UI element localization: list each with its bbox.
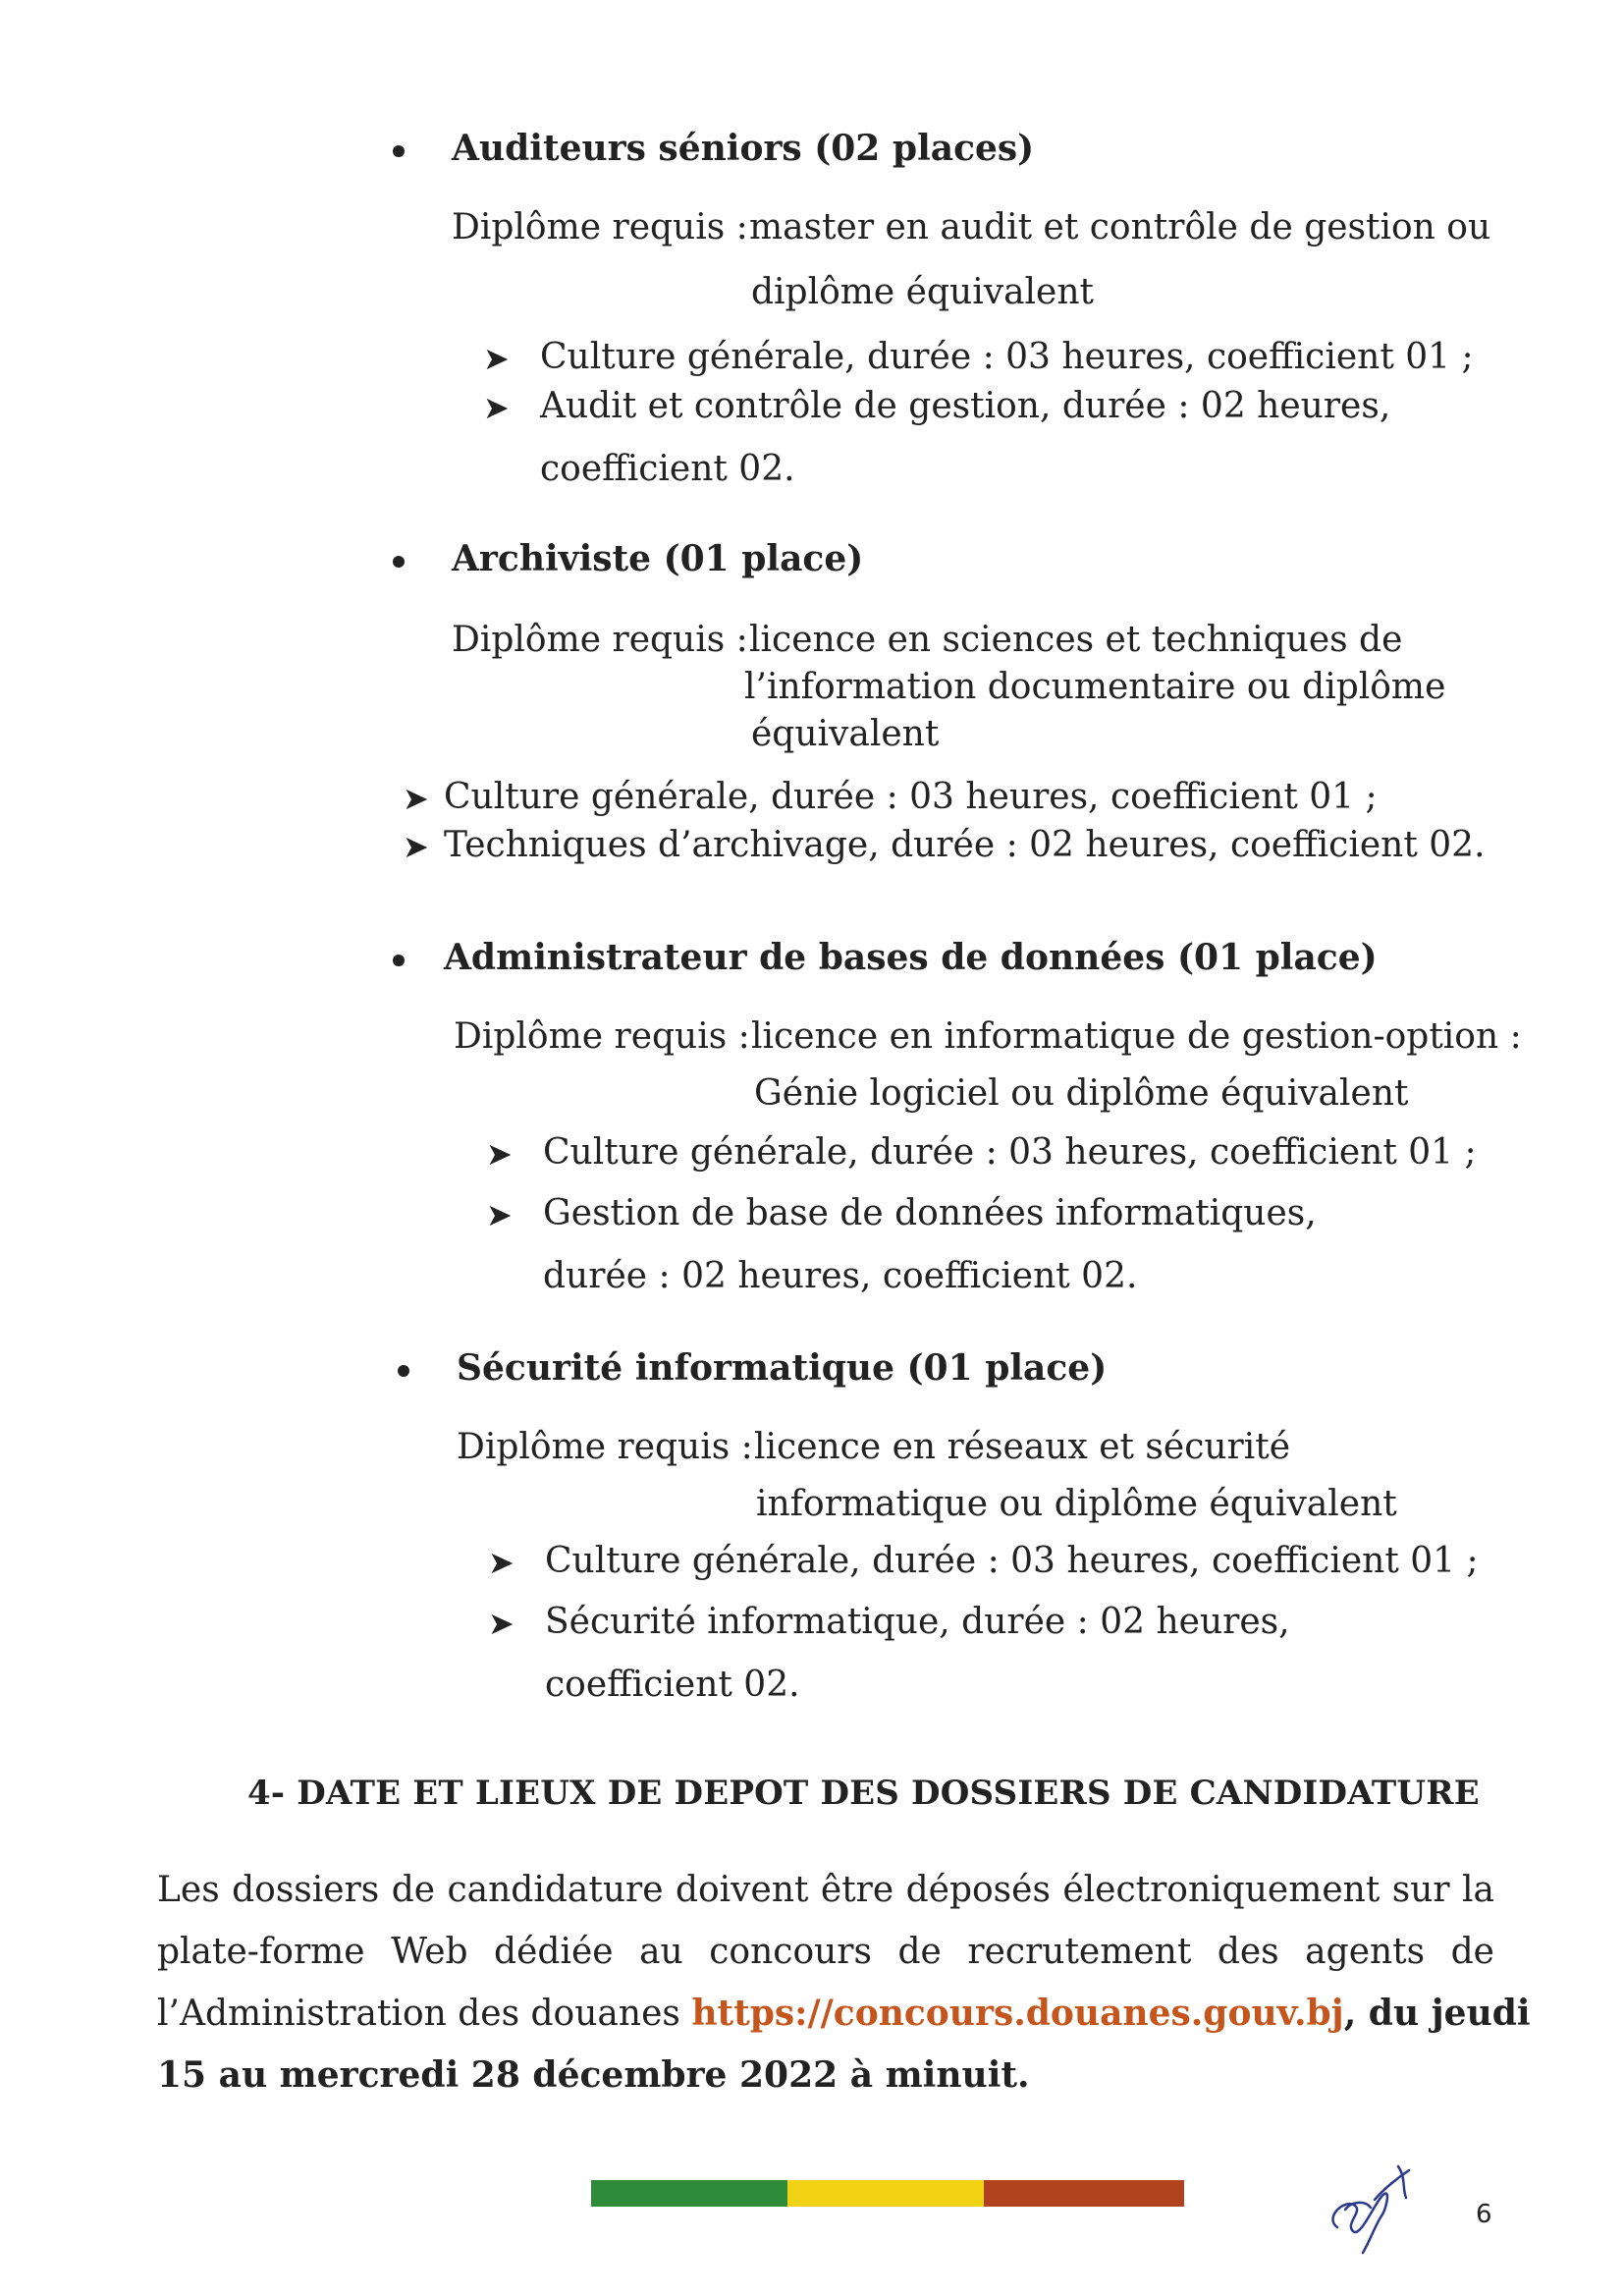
paragraph-text: , du jeudi [1343, 1993, 1531, 2034]
section-title: Administrateur de bases de données (01 place) [444, 937, 1378, 978]
diploma-label: Diplôme requis : [452, 207, 748, 247]
subject-line: Culture générale, durée : 03 heures, coefficient 01 ; [540, 337, 1474, 377]
deposit-paragraph [157, 1859, 1531, 2106]
flag-stripe-green [591, 2180, 787, 2207]
paragraph-line: Les dossiers de candidature doivent être déposés électroniquement sur la [157, 1870, 1494, 1910]
diploma-line: diplôme équivalent [751, 272, 1094, 312]
paragraph-line: plate-forme Web dédiée au concours de recrutement des agents de [157, 1932, 1494, 1972]
section-title: Auditeurs séniors (02 places) [452, 128, 1035, 169]
diploma-line: licence en informatique de gestion-option : [751, 1016, 1522, 1057]
deposit-heading: 4- DATE ET LIEUX DE DEPOT DES DOSSIERS DE CANDIDATURE [247, 1774, 1480, 1813]
arrowhead-icon: ➤ [403, 780, 429, 817]
subject-line: Culture générale, durée : 03 heures, coefficient 01 ; [545, 1541, 1479, 1581]
subject-line: Audit et contrôle de gestion, durée : 02 heures, [540, 386, 1391, 426]
website-link[interactable]: https://concours.douanes.gouv.bj [691, 1993, 1344, 2034]
arrowhead-icon: ➤ [483, 389, 510, 426]
paragraph-text: l’Administration des douanes [157, 1994, 680, 2034]
arrowhead-icon: ➤ [486, 1196, 513, 1233]
diploma-line: l’information documentaire ou diplôme [744, 667, 1446, 707]
diploma-label: Diplôme requis : [457, 1427, 753, 1467]
page-number: 6 [1476, 2200, 1492, 2229]
flag-stripe-yellow [787, 2180, 984, 2207]
bullet-dot-icon [393, 145, 405, 157]
subject-line: coefficient 02. [540, 449, 795, 489]
arrowhead-icon: ➤ [483, 340, 510, 377]
diploma-label: Diplôme requis : [454, 1016, 750, 1057]
subject-line: Culture générale, durée : 03 heures, coefficient 01 ; [444, 777, 1378, 817]
arrowhead-icon: ➤ [486, 1135, 513, 1173]
diploma-label: Diplôme requis : [452, 620, 748, 660]
bullet-dot-icon [393, 556, 405, 568]
diploma-line: licence en réseaux et sécurité [754, 1427, 1291, 1467]
subject-line: Culture générale, durée : 03 heures, coefficient 01 ; [543, 1132, 1477, 1173]
subject-line: durée : 02 heures, coefficient 02. [543, 1256, 1138, 1296]
diploma-line: master en audit et contrôle de gestion ou [749, 207, 1491, 247]
section-title: Archiviste (01 place) [452, 538, 864, 579]
subject-line: Sécurité informatique, durée : 02 heures, [545, 1602, 1290, 1642]
section-title: Sécurité informatique (01 place) [457, 1347, 1108, 1389]
arrowhead-icon: ➤ [488, 1544, 514, 1581]
paragraph-line [157, 1983, 1531, 2045]
diploma-line: Génie logiciel ou diplôme équivalent [754, 1073, 1409, 1114]
arrowhead-icon: ➤ [488, 1605, 514, 1642]
signature [1316, 2159, 1424, 2257]
subject-line: Techniques d’archivage, durée : 02 heures, coefficient 02. [444, 825, 1486, 865]
diploma-line: équivalent [751, 714, 940, 754]
diploma-line: informatique ou diplôme équivalent [756, 1484, 1397, 1524]
bullet-dot-icon [398, 1365, 409, 1377]
paragraph-line: 15 au mercredi 28 décembre 2022 à minuit. [157, 2054, 1030, 2096]
subject-line: Gestion de base de données informatiques, [543, 1193, 1317, 1233]
arrowhead-icon: ➤ [403, 828, 429, 865]
subject-line: coefficient 02. [545, 1665, 800, 1705]
diploma-line: licence en sciences et techniques de [749, 620, 1403, 660]
bullet-dot-icon [393, 955, 405, 966]
flag-stripe-red [984, 2180, 1184, 2207]
